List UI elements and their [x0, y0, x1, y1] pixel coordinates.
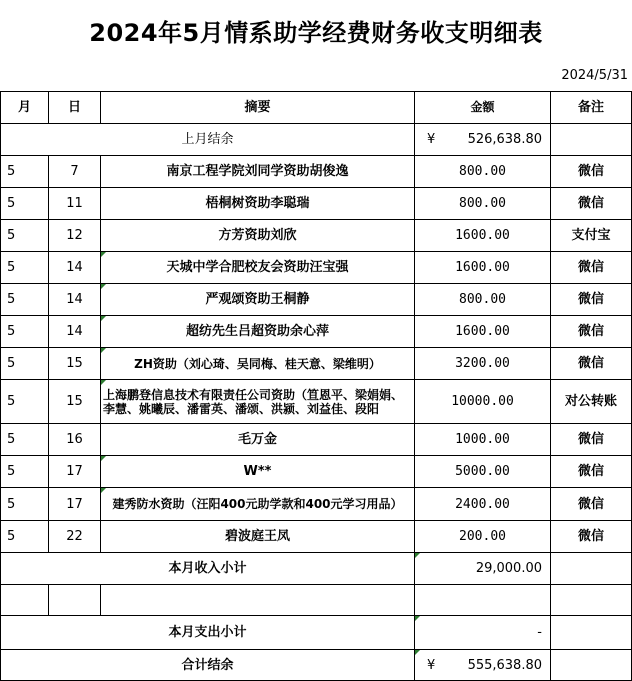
opening-balance-label: 上月结余: [1, 124, 415, 156]
report-date: 2024/5/31: [561, 68, 628, 83]
expense-subtotal: [1, 616, 632, 650]
summary-cell: 超纺先生吕超资助余心萍: [101, 316, 415, 348]
summary-cell: 天城中学合肥校友会资助汪宝强: [101, 252, 415, 284]
day-cell: 15: [49, 348, 101, 380]
amount-header: 金额: [415, 92, 551, 124]
summary-cell: 建秀防水资助（汪阳400元助学款和400元学习用品）: [101, 488, 415, 521]
month-cell: 5: [1, 220, 49, 252]
note-cell: 微信: [551, 188, 632, 220]
day-cell: 15: [49, 380, 101, 424]
day-cell: 22: [49, 521, 101, 553]
table-row: [1, 521, 632, 553]
note-header: 备注: [551, 92, 632, 124]
table-row: [1, 456, 632, 488]
note-cell: 微信: [551, 488, 632, 521]
income-subtotal: [1, 553, 632, 585]
expense-subtotal-label: 本月支出小计: [1, 616, 415, 650]
summary-cell: 上海鹏登信息技术有限责任公司资助（笪恩平、梁娟娟、李慧、姚曦辰、潘雷英、潘颂、洪颍、刘益佳、段阳: [101, 380, 415, 424]
note-cell: 微信: [551, 521, 632, 553]
table-row: [1, 348, 632, 380]
amount-cell: 800.00: [415, 156, 551, 188]
day-header: 日: [49, 92, 101, 124]
note-cell: 微信: [551, 252, 632, 284]
blank-day: [49, 585, 101, 616]
month-cell: 5: [1, 488, 49, 521]
day-cell: 17: [49, 456, 101, 488]
note-cell: 微信: [551, 424, 632, 456]
note-cell: 微信: [551, 348, 632, 380]
month-header: 月: [1, 92, 49, 124]
month-cell: 5: [1, 521, 49, 553]
month-cell: 5: [1, 252, 49, 284]
day-cell: 16: [49, 424, 101, 456]
amount-cell: 1600.00: [415, 220, 551, 252]
table-row: [1, 316, 632, 348]
table-row: [1, 252, 632, 284]
opening-note: [551, 124, 632, 156]
day-cell: 17: [49, 488, 101, 521]
day-cell: 12: [49, 220, 101, 252]
day-cell: 14: [49, 316, 101, 348]
amount-cell: 3200.00: [415, 348, 551, 380]
amount-cell: 5000.00: [415, 456, 551, 488]
summary-cell: 严观颂资助王桐静: [101, 284, 415, 316]
total-balance-note: [551, 650, 632, 681]
amount-cell: 10000.00: [415, 380, 551, 424]
note-cell: 对公转账: [551, 380, 632, 424]
expense-subtotal-amount: [415, 616, 551, 650]
month-cell: 5: [1, 188, 49, 220]
summary-cell: 毛万金: [101, 424, 415, 456]
income-subtotal-amount: [415, 553, 551, 585]
note-cell: 微信: [551, 156, 632, 188]
opening-balance-amount: [415, 124, 551, 156]
total-balance-label: 合计结余: [1, 650, 415, 681]
income-subtotal-label: 本月收入小计: [1, 553, 415, 585]
blank-row: [1, 585, 632, 616]
amount-cell: 2400.00: [415, 488, 551, 521]
summary-header: 摘要: [101, 92, 415, 124]
blank-summary: [101, 585, 415, 616]
summary-cell: W**: [101, 456, 415, 488]
summary-cell: 南京工程学院刘同学资助胡俊逸: [101, 156, 415, 188]
opening-amount-value: 526,638.80: [467, 132, 542, 147]
month-cell: 5: [1, 424, 49, 456]
amount-cell: 800.00: [415, 284, 551, 316]
opening-balance-row: [1, 124, 632, 156]
note-cell: 微信: [551, 316, 632, 348]
summary-cell: ZH资助（刘心琦、吴同梅、桂天意、梁维明）: [101, 348, 415, 380]
ledger-table: [0, 91, 632, 681]
day-cell: 7: [49, 156, 101, 188]
day-cell: 11: [49, 188, 101, 220]
note-cell: 支付宝: [551, 220, 632, 252]
table-row: [1, 424, 632, 456]
report-title: 2024年5月情系助学经费财务收支明细表: [89, 18, 543, 47]
total-balance-amount: [415, 650, 551, 681]
expense-subtotal-note: [551, 616, 632, 650]
summary-cell: 梧桐树资助李聪瑞: [101, 188, 415, 220]
month-cell: 5: [1, 316, 49, 348]
day-cell: 14: [49, 252, 101, 284]
month-cell: 5: [1, 284, 49, 316]
header-row: [1, 92, 632, 124]
month-cell: 5: [1, 156, 49, 188]
summary-cell: 碧波庭王凤: [101, 521, 415, 553]
day-cell: 14: [49, 284, 101, 316]
currency-symbol: ¥: [427, 657, 436, 673]
month-cell: 5: [1, 456, 49, 488]
total-balance-value: 555,638.80: [467, 657, 542, 673]
month-cell: 5: [1, 348, 49, 380]
amount-cell: 1600.00: [415, 316, 551, 348]
blank-amount: [415, 585, 551, 616]
income-subtotal-note: [551, 553, 632, 585]
month-cell: 5: [1, 380, 49, 424]
table-row: [1, 220, 632, 252]
blank-month: [1, 585, 49, 616]
note-cell: 微信: [551, 456, 632, 488]
amount-cell: 1000.00: [415, 424, 551, 456]
table-row: [1, 284, 632, 316]
table-row: [1, 188, 632, 220]
note-cell: 微信: [551, 284, 632, 316]
table-row: [1, 488, 632, 521]
amount-cell: 1600.00: [415, 252, 551, 284]
total-balance: [1, 650, 632, 681]
table-row: [1, 156, 632, 188]
amount-cell: 200.00: [415, 521, 551, 553]
amount-cell: 800.00: [415, 188, 551, 220]
blank-note: [551, 585, 632, 616]
expense-subtotal-value: -: [537, 625, 542, 640]
summary-cell: 方芳资助刘欣: [101, 220, 415, 252]
table-row: [1, 380, 632, 424]
income-subtotal-value: 29,000.00: [475, 561, 542, 576]
currency-symbol: ¥: [427, 132, 436, 147]
